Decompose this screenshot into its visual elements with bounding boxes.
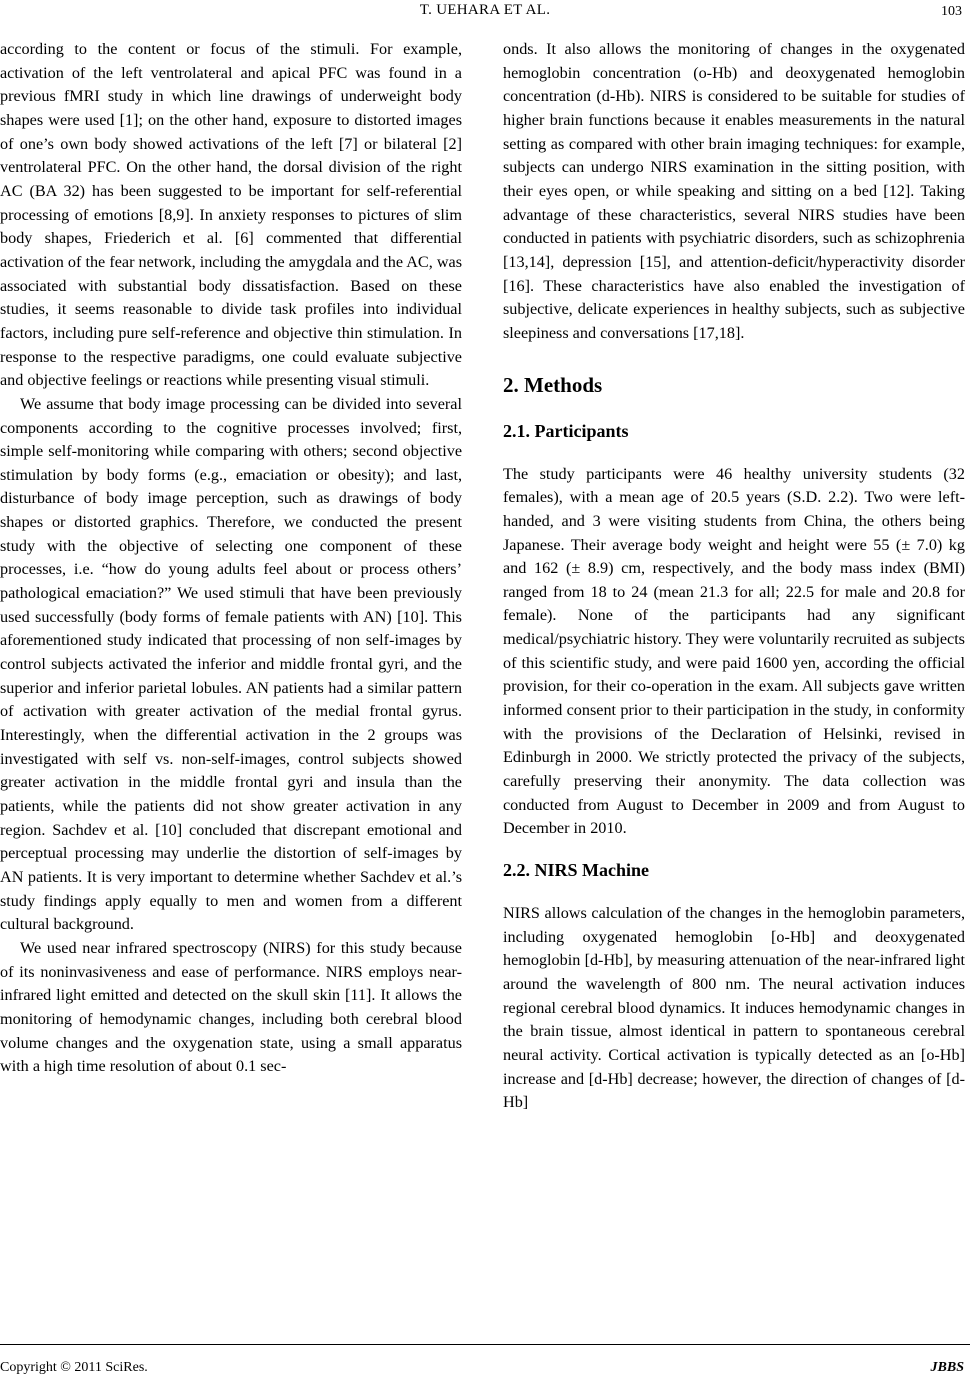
page-number: 103 [941,4,962,19]
section-title-methods: 2. Methods [503,372,603,397]
footer-journal: JBBS [930,1360,964,1375]
subsection-title-participants: 2.1. Participants [503,420,629,441]
body-paragraph: according to the content or focus of the stimuli. For example, activation of the left ventrolateral and apical PFC was found in a previous fMRI study in which line drawings of underweight body shapes were used [1]; on the other hand, exposure to distorted images of one’s own body showed activations of the left [7] or bilateral [2] ventrolateral PFC. On the other hand, the dorsal division of the right AC (BA 32) has been suggested to be important for self-referential processing of emotions [8,9]. In anxiety responses to pictures of slim body shapes, Friederich et al. [6] commented that differential activation of the fear network, including the amygdala and the AC, was associated with substantial body dissatisfaction. Based on these studies, it seems reasonable to divide task profiles into individual factors, including pure self-reference and objective thin stimulation. In response to the respective paradigms, one could evaluate subjective and objective feelings or reactions while presenting visual stimuli. [0,40,462,390]
left-column [0,38,462,1079]
footer-copyright: Copyright © 2011 SciRes. [0,1360,148,1375]
participants-paragraph: The study participants were 46 healthy university students (32 females), with a mean age of 20.5 years (S.D. 2.2). Two were left-handed, and 3 were visiting students from China, the others being Japanese. Their average body weight and height were 55 (± 7.0) kg and 162 (± 8.9) cm, respectively, and the body mass index (BMI) ranged from 18 to 24 (mean 21.3 for all; 22.5 for male and 20.8 for female). None of the participants had any significant medical/psychiatric history. They were voluntarily recruited as subjects of this scientific study, and were paid 1600 yen, according the official provision, for their co-operation in the exam. All subjects gave written informed consent prior to their participation in the study, in conformity with the provisions of the Declaration of Helsinki, revised in Edinburgh in 2000. We strictly protected the privacy of the subjects, carefully preserving their anonymity. The data collection was conducted from August to December in 2009 and from August to December in 2010. [503,464,965,838]
subsection-title-nirs-machine: 2.2. NIRS Machine [503,860,650,881]
running-head: T. UEHARA ET AL. [419,2,551,18]
page-header [0,0,970,26]
body-paragraph: We used near infrared spectroscopy (NIRS) for this study because of its noninvasiveness and ease of performance. NIRS employs near-infrared light emitted and detected on the skull skin [11]. It allows the monitoring of hemodynamic changes, including both cerebral blood volume changes and the oxygenation state, using a small apparatus with a high time resolution of about 0.1 sec- [0,938,462,1076]
body-paragraph: We assume that body image processing can be divided into several components according to the cognitive processes involved; first, simple self-monitoring while comparing with others; second objective stimulation by body forms (e.g., emaciation or obesity); and last, disturbance of body image perception, such as drawings of body shapes or distorted graphics. Therefore, we conducted the present study with the objective of selecting one component of these processes, i.e. “how do young adults feel about or process others’ pathological emaciation?” We used stimuli that have been previously used successfully (body forms of female patients with AN) [10]. This aforementioned study indicated that processing of non self-images by control subjects activated the inferior and middle frontal gyri, and the superior and inferior parietal lobules. AN patients had a similar pattern of activation with greater activation of the medial frontal gyrus. Interestingly, when the differential activation in the 2 groups was investigated with self vs. non-self-images, control subjects showed greater activation in the middle frontal gyri and insula than the patients, while the patients did not show greater activation in any region. Sachdev et al. [10] concluded that discrepant emotional and perceptual processing may underlie the distortion of self-images by AN patients. It is very important to determine whether Sachdev et al.’s study findings apply equally to men and women from a different cultural background. [0,394,462,934]
footer-divider [0,1344,970,1345]
body-paragraph: onds. It also allows the monitoring of changes in the oxygenated hemoglobin concentration (o-Hb) and deoxygenated hemoglobin concentration (d-Hb). NIRS is considered to be suitable for studies of higher brain functions because it enables measurements in the natural setting as compared with other brain imaging techniques: for example, subjects can undergo NIRS examination in the sitting position, with their eyes open, or while speaking and sitting on a bed [12]. Taking advantage of these characteristics, several NIRS studies have been conducted in patients with psychiatric disorders, such as schizophrenia [13,14], depression [15], and attention-deficit/hyperactivity disorder [16]. These characteristics have also enabled the investigation of subjective, delicate experiences in healthy subjects, such as subjective sleepiness and conversations [17,18]. [503,40,965,342]
right-column [503,38,965,1115]
nirs-paragraph: NIRS allows calculation of the changes in the hemoglobin parameters, including oxygenated hemoglobin [o-Hb] and deoxygenated hemoglobin [d-Hb], by measuring attenuation of the near-infrared light around the wavelength of 800 nm. The neural activation induces regional cerebral blood dynamics. It induces hemodynamic changes in the brain tissue, almost identical in pattern to spontaneous cerebral neural activity. Cortical activation is typically detected as an [o-Hb] increase and [d-Hb] decrease; however, the direction of changes of [d-Hb] [503,904,965,1112]
